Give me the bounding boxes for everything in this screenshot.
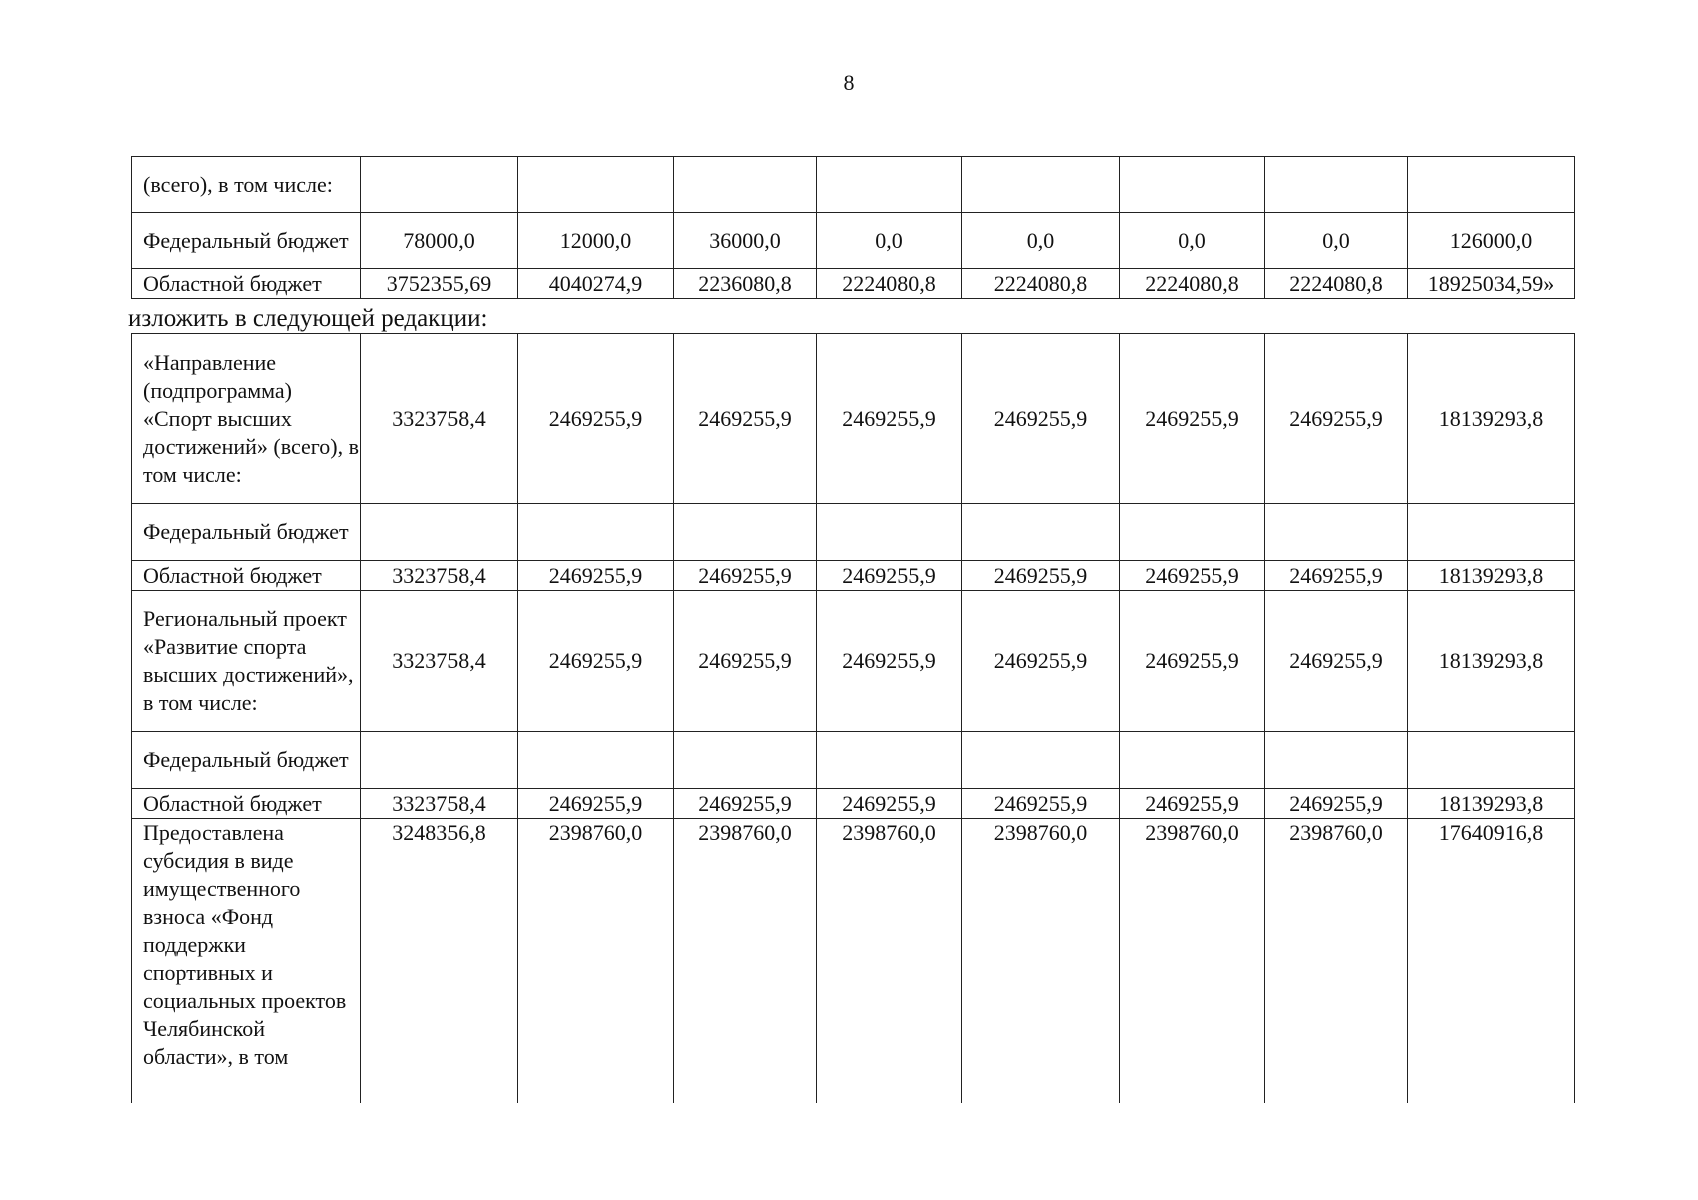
cell-value — [962, 732, 1120, 789]
budget-table-new — [131, 333, 1575, 1103]
page-number: 8 — [843, 70, 855, 95]
cell-value: 2469255,9 — [674, 334, 817, 504]
cell-value: 18925034,59» — [1408, 269, 1575, 299]
table-row — [132, 269, 1575, 299]
table-row — [132, 789, 1575, 819]
cell-value — [361, 732, 518, 789]
cell-value: 2469255,9 — [518, 334, 674, 504]
cell-value: 2469255,9 — [1120, 591, 1265, 732]
cell-value — [1265, 157, 1408, 213]
cell-value: 0,0 — [962, 213, 1120, 269]
table-row — [132, 561, 1575, 591]
cell-value — [1408, 504, 1575, 561]
cell-value: 2469255,9 — [518, 591, 674, 732]
row-label: Областной бюджет — [132, 561, 361, 591]
cell-value: 2224080,8 — [1265, 269, 1408, 299]
cell-value — [1120, 732, 1265, 789]
cell-value: 0,0 — [1265, 213, 1408, 269]
cell-value — [361, 157, 518, 213]
cell-value: 3752355,69 — [361, 269, 518, 299]
cell-value — [962, 157, 1120, 213]
cell-value: 17640916,8 — [1408, 819, 1575, 1103]
cell-value — [1120, 157, 1265, 213]
cell-value: 2469255,9 — [674, 561, 817, 591]
cell-value: 3323758,4 — [361, 789, 518, 819]
row-label: Областной бюджет — [132, 789, 361, 819]
cell-value: 2469255,9 — [817, 561, 962, 591]
cell-value: 2469255,9 — [1120, 789, 1265, 819]
cell-value: 3248356,8 — [361, 819, 518, 1103]
cell-value: 18139293,8 — [1408, 789, 1575, 819]
cell-value — [361, 504, 518, 561]
cell-value: 18139293,8 — [1408, 591, 1575, 732]
table-row — [132, 819, 1575, 1103]
cell-value: 2224080,8 — [962, 269, 1120, 299]
table-row — [132, 334, 1575, 504]
cell-value: 0,0 — [1120, 213, 1265, 269]
cell-value: 2469255,9 — [1265, 561, 1408, 591]
cell-value: 2469255,9 — [817, 591, 962, 732]
cell-value: 2469255,9 — [674, 789, 817, 819]
cell-value: 2469255,9 — [1120, 561, 1265, 591]
table-row — [132, 591, 1575, 732]
cell-value — [1265, 504, 1408, 561]
cell-value — [1265, 732, 1408, 789]
cell-value: 2224080,8 — [817, 269, 962, 299]
cell-value: 78000,0 — [361, 213, 518, 269]
cell-value: 12000,0 — [518, 213, 674, 269]
row-label: Региональный проект «Развитие спорта высших достижений», в том числе: — [132, 591, 361, 732]
cell-value: 2469255,9 — [1265, 789, 1408, 819]
row-label: Федеральный бюджет — [132, 213, 361, 269]
cell-value: 2469255,9 — [817, 789, 962, 819]
cell-value: 2469255,9 — [1265, 334, 1408, 504]
cell-value: 3323758,4 — [361, 334, 518, 504]
cell-value: 0,0 — [817, 213, 962, 269]
cell-value: 2398760,0 — [817, 819, 962, 1103]
table-row — [132, 157, 1575, 213]
cell-value — [1408, 157, 1575, 213]
cell-value — [962, 504, 1120, 561]
cell-value — [518, 504, 674, 561]
cell-value — [817, 732, 962, 789]
cell-value: 126000,0 — [1408, 213, 1575, 269]
cell-value: 2469255,9 — [674, 591, 817, 732]
cell-value: 3323758,4 — [361, 591, 518, 732]
cell-value — [1408, 732, 1575, 789]
cell-value: 2224080,8 — [1120, 269, 1265, 299]
cell-value — [674, 157, 817, 213]
row-label: (всего), в том числе: — [132, 157, 361, 213]
cell-value — [817, 157, 962, 213]
row-label: Федеральный бюджет — [132, 732, 361, 789]
cell-value — [674, 504, 817, 561]
cell-value: 2469255,9 — [1265, 591, 1408, 732]
cell-value: 2469255,9 — [518, 789, 674, 819]
cell-value: 2469255,9 — [1120, 334, 1265, 504]
cell-value — [1120, 504, 1265, 561]
cell-value: 2398760,0 — [962, 819, 1120, 1103]
cell-value — [518, 732, 674, 789]
cell-value — [674, 732, 817, 789]
cell-value — [518, 157, 674, 213]
row-label: «Направление (подпрограмма) «Спорт высших достижений» (всего), в том числе: — [132, 334, 361, 504]
cell-value: 18139293,8 — [1408, 561, 1575, 591]
row-label: Предоставлена субсидия в виде имущественного взноса «Фонд поддержки спортивных и социальных проектов Челябинской области», в том — [132, 819, 361, 1103]
cell-value: 2469255,9 — [817, 334, 962, 504]
cell-value: 2398760,0 — [1120, 819, 1265, 1103]
cell-value: 2398760,0 — [674, 819, 817, 1103]
cell-value: 36000,0 — [674, 213, 817, 269]
cell-value — [817, 504, 962, 561]
cell-value: 2469255,9 — [962, 591, 1120, 732]
cell-value: 2469255,9 — [518, 561, 674, 591]
cell-value: 2236080,8 — [674, 269, 817, 299]
cell-value: 3323758,4 — [361, 561, 518, 591]
table-row — [132, 732, 1575, 789]
table-row — [132, 213, 1575, 269]
cell-value: 2469255,9 — [962, 334, 1120, 504]
cell-value: 2398760,0 — [518, 819, 674, 1103]
budget-table-old — [131, 156, 1575, 299]
cell-value: 2398760,0 — [1265, 819, 1408, 1103]
amendment-intro-text: изложить в следующей редакции: — [128, 305, 488, 332]
row-label: Областной бюджет — [132, 269, 361, 299]
cell-value: 4040274,9 — [518, 269, 674, 299]
table-row — [132, 504, 1575, 561]
cell-value: 2469255,9 — [962, 789, 1120, 819]
cell-value: 2469255,9 — [962, 561, 1120, 591]
cell-value: 18139293,8 — [1408, 334, 1575, 504]
row-label: Федеральный бюджет — [132, 504, 361, 561]
